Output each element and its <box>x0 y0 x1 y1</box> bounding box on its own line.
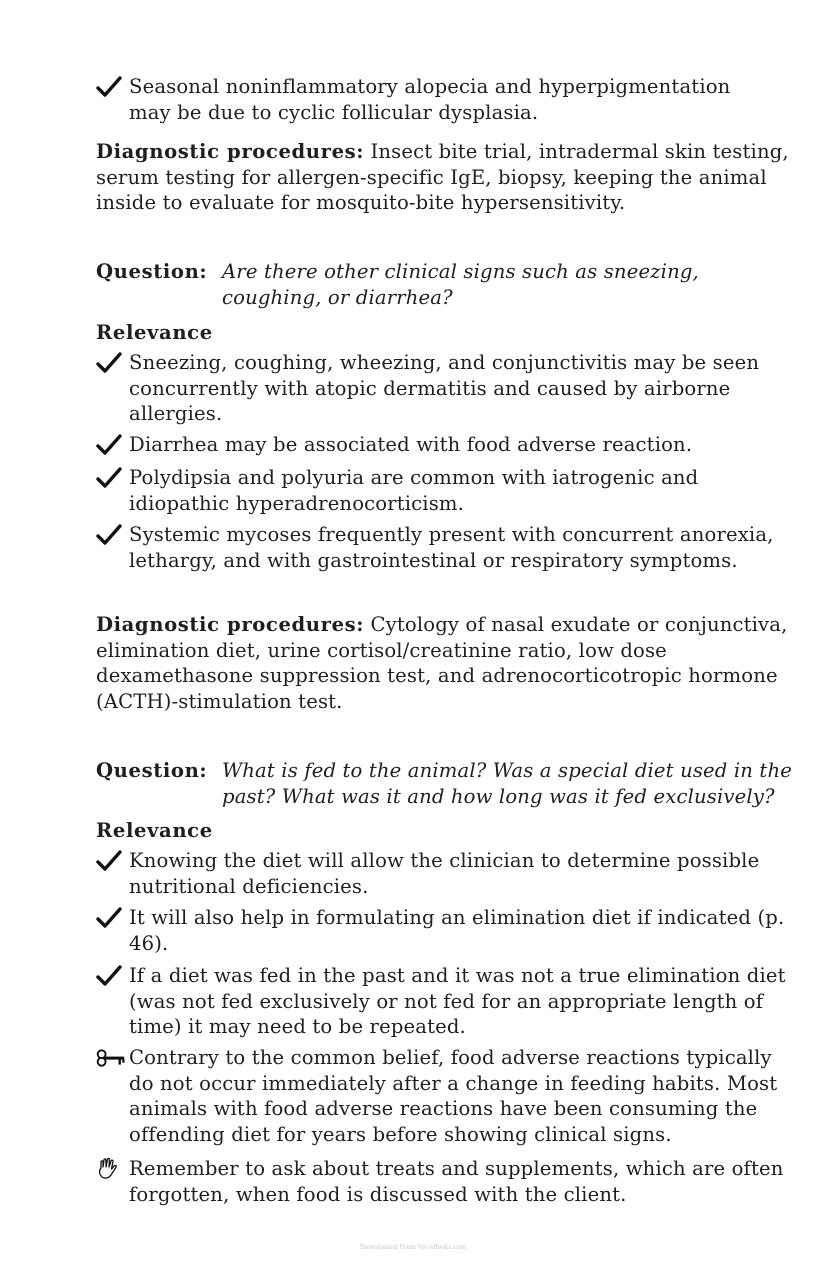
relevance-heading: Relevance <box>96 819 213 842</box>
diagnostic-procedures-1 <box>96 139 796 216</box>
bullet-text: Seasonal noninflammatory alopecia and hyperpigmentation may be due to cyclic follicular dysplasia. <box>129 75 731 124</box>
bullet-item <box>96 350 796 427</box>
bullet-item <box>96 465 796 516</box>
bullet-text: Systemic mycoses frequently present with concurrent anorexia, lethargy, and with gastrointestinal or respiratory symptoms. <box>129 523 774 572</box>
bullet-item <box>96 432 796 458</box>
checkmark-icon <box>96 963 126 989</box>
bullet-item <box>96 963 796 1040</box>
bullet-item <box>96 74 796 125</box>
bullet-text: Sneezing, coughing, wheezing, and conjunctivitis may be seen concurrently with atopic dermatitis and caused by airborne allergies. <box>129 351 760 426</box>
bullet-text: Polydipsia and polyuria are common with iatrogenic and idiopathic hyperadrenocorticism. <box>129 466 699 515</box>
hand-icon <box>96 1156 126 1182</box>
question-2 <box>96 758 796 810</box>
checkmark-icon <box>96 522 126 548</box>
bullet-text: If a diet was fed in the past and it was not a true elimination diet (was not fed exclusively or not fed for an appropriate length of time) it may need to be repeated. <box>129 964 786 1039</box>
question-text: Are there other clinical signs such as sneezing, coughing, or diarrhea? <box>222 260 699 309</box>
bullet-text: Knowing the diet will allow the clinician to determine possible nutritional deficiencies. <box>129 849 760 898</box>
diagnostic-text: Cytology of nasal exudate or conjunctiva, elimination diet, urine cortisol/creatinine ratio, low dose dexamethasone suppression test, and adrenocorticotropic hormone (ACTH)-stimulation test. <box>96 613 788 713</box>
bullet-item <box>96 848 796 899</box>
question-1 <box>96 259 796 311</box>
question-text: What is fed to the animal? Was a special diet used in the past? What was it and how long was it fed exclusively? <box>222 759 792 808</box>
checkmark-icon <box>96 350 126 376</box>
key-note <box>96 1045 796 1147</box>
hand-note-text: Remember to ask about treats and supplements, which are often forgotten, when food is discussed with the client. <box>129 1157 784 1206</box>
checkmark-icon <box>96 432 126 458</box>
bullet-item <box>96 522 796 573</box>
bullet-text: It will also help in formulating an elimination diet if indicated (p. 46). <box>129 906 785 955</box>
diagnostic-label: Diagnostic procedures: <box>96 613 365 636</box>
diagnostic-procedures-2 <box>96 612 796 714</box>
checkmark-icon <box>96 74 126 100</box>
diagnostic-label: Diagnostic procedures: <box>96 140 365 163</box>
key-icon <box>96 1045 126 1071</box>
relevance-heading: Relevance <box>96 321 213 344</box>
diagnostic-text: Insect bite trial, intradermal skin testing, serum testing for allergen-specific IgE, biopsy, keeping the animal inside to evaluate for mosquito-bite hypersensitivity. <box>96 140 789 215</box>
bullet-item <box>96 905 796 956</box>
hand-note <box>96 1156 796 1207</box>
footer-watermark: Downloaded From Vet-eBooks.com <box>359 1244 467 1251</box>
question-label: Question: <box>96 260 208 283</box>
checkmark-icon <box>96 848 126 874</box>
checkmark-icon <box>96 905 126 931</box>
key-note-text: Contrary to the common belief, food adverse reactions typically do not occur immediately after a change in feeding habits. Most animals with food adverse reactions have been consuming the offending diet for years before showing clinical signs. <box>129 1046 778 1146</box>
checkmark-icon <box>96 465 126 491</box>
bullet-text: Diarrhea may be associated with food adverse reaction. <box>129 433 693 456</box>
question-label: Question: <box>96 759 208 782</box>
